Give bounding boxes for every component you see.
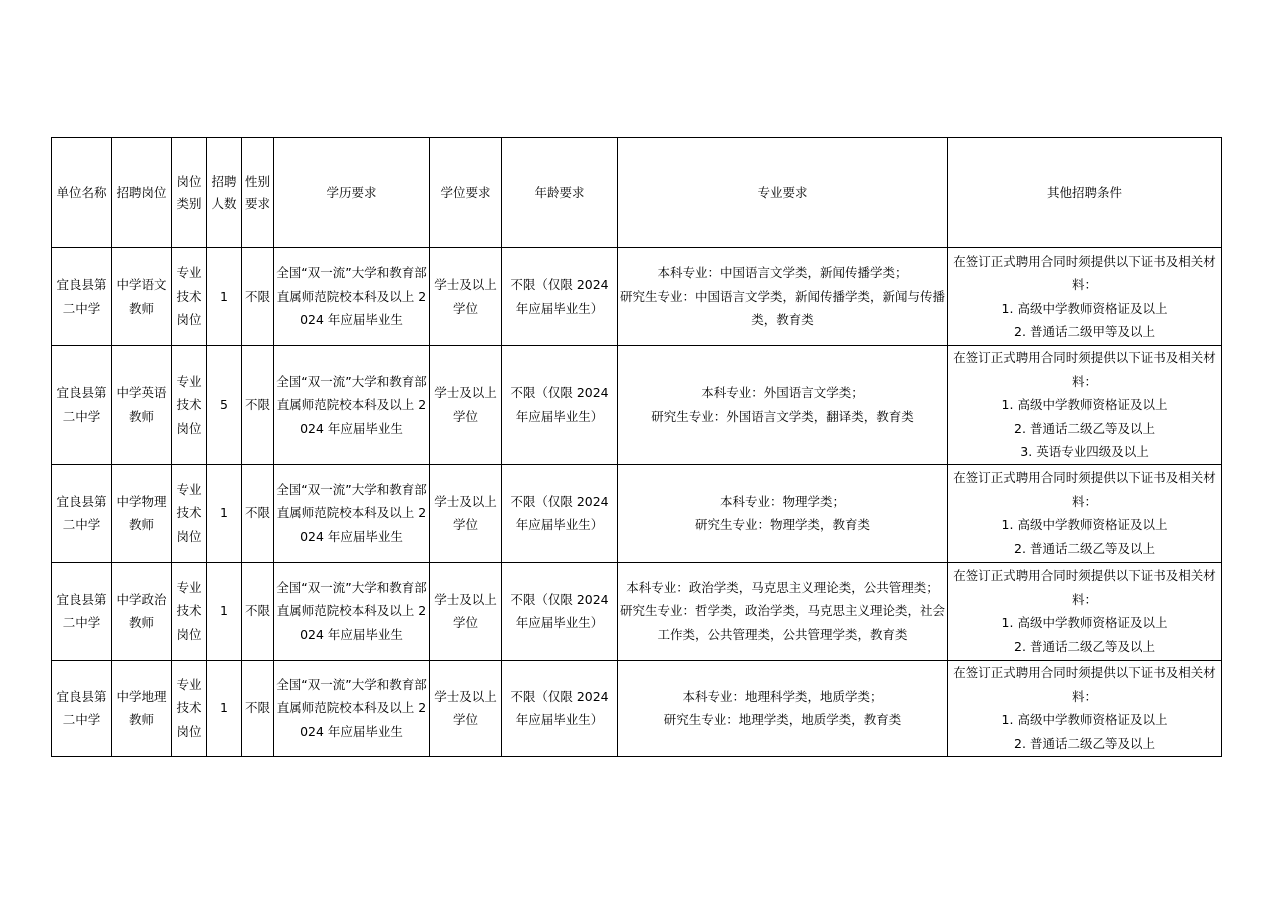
cell-gender: 不限 (242, 464, 274, 562)
other-line: 2. 普通话二级乙等及以上 (1014, 540, 1155, 556)
other-line: 3. 英语专业四级及以上 (1020, 444, 1149, 459)
cell-position: 中学物理教师 (112, 464, 172, 562)
cell-count: 1 (207, 248, 242, 346)
cell-category: 专业技术岗位 (172, 248, 207, 346)
cell-gender: 不限 (242, 660, 274, 756)
cell-education: 全国“双一流”大学和教育部直属师范院校本科及以上 2024 年应届毕业生 (274, 346, 430, 465)
cell-category: 专业技术岗位 (172, 346, 207, 465)
cell-position: 中学英语教师 (112, 346, 172, 465)
cell-degree: 学士及以上学位 (430, 464, 502, 562)
other-line: 1. 高级中学教师资格证及以上 (1001, 517, 1168, 532)
major-line: 研究生专业：外国语言文学类，翻译类，教育类 (651, 408, 914, 424)
cell-other (948, 248, 1222, 346)
cell-degree: 学士及以上学位 (430, 562, 502, 660)
table-row (52, 248, 1222, 346)
cell-degree: 学士及以上学位 (430, 660, 502, 756)
header-age: 年龄要求 (502, 138, 618, 248)
cell-unit: 宜良县第二中学 (52, 660, 112, 756)
cell-degree: 学士及以上学位 (430, 346, 502, 465)
other-line: 2. 普通话二级乙等及以上 (1014, 735, 1155, 751)
header-degree: 学位要求 (430, 138, 502, 248)
table-row (52, 660, 1222, 756)
other-line: 2. 普通话二级甲等及以上 (1014, 324, 1155, 339)
other-line: 1. 高级中学教师资格证及以上 (1001, 712, 1168, 727)
header-position: 招聘岗位 (112, 138, 172, 248)
cell-age: 不限（仅限 2024 年应届毕业生） (502, 562, 618, 660)
cell-other (948, 464, 1222, 562)
cell-other (948, 660, 1222, 756)
major-line: 本科专业：地理科学类，地质学类； (682, 688, 883, 704)
cell-education: 全国“双一流”大学和教育部直属师范院校本科及以上 2024 年应届毕业生 (274, 562, 430, 660)
cell-major (618, 346, 948, 465)
cell-unit: 宜良县第二中学 (52, 464, 112, 562)
cell-gender: 不限 (242, 346, 274, 465)
cell-count: 5 (207, 346, 242, 465)
other-line: 1. 高级中学教师资格证及以上 (1001, 397, 1168, 412)
other-line: 在签订正式聘用合同时须提供以下证书及相关材料： (953, 470, 1216, 509)
table-body (52, 248, 1222, 757)
cell-degree: 学士及以上学位 (430, 248, 502, 346)
recruitment-table (51, 137, 1222, 757)
other-line: 在签订正式聘用合同时须提供以下证书及相关材料： (953, 665, 1216, 704)
cell-major (618, 464, 948, 562)
cell-position: 中学语文教师 (112, 248, 172, 346)
major-line: 研究生专业：物理学类，教育类 (694, 517, 870, 532)
header-other: 其他招聘条件 (948, 138, 1222, 248)
major-line: 研究生专业：中国语言文学类，新闻传播学类，新闻与传播类，教育类 (619, 288, 945, 328)
other-line: 在签订正式聘用合同时须提供以下证书及相关材料： (953, 568, 1216, 607)
table-row (52, 346, 1222, 465)
other-line: 2. 普通话二级乙等及以上 (1014, 638, 1155, 654)
cell-major (618, 248, 948, 346)
major-line: 本科专业：物理学类； (719, 493, 845, 509)
header-count: 招聘人数 (207, 138, 242, 248)
cell-unit: 宜良县第二中学 (52, 346, 112, 465)
major-line: 研究生专业：地理学类，地质学类，教育类 (663, 712, 902, 727)
header-row (52, 138, 1222, 248)
table-row (52, 464, 1222, 562)
cell-education: 全国“双一流”大学和教育部直属师范院校本科及以上 2024 年应届毕业生 (274, 464, 430, 562)
cell-age: 不限（仅限 2024 年应届毕业生） (502, 248, 618, 346)
cell-gender: 不限 (242, 562, 274, 660)
major-line: 本科专业：外国语言文学类； (701, 385, 864, 401)
major-line: 本科专业：中国语言文学类，新闻传播学类； (657, 265, 908, 281)
cell-age: 不限（仅限 2024 年应届毕业生） (502, 464, 618, 562)
cell-count: 1 (207, 660, 242, 756)
other-line: 在签订正式聘用合同时须提供以下证书及相关材料： (953, 253, 1216, 292)
cell-education: 全国“双一流”大学和教育部直属师范院校本科及以上 2024 年应届毕业生 (274, 660, 430, 756)
header-category: 岗位类别 (172, 138, 207, 248)
cell-age: 不限（仅限 2024 年应届毕业生） (502, 660, 618, 756)
cell-count: 1 (207, 562, 242, 660)
table-row (52, 562, 1222, 660)
major-line: 本科专业：政治学类，马克思主义理论类，公共管理类； (626, 579, 939, 595)
major-line: 研究生专业：哲学类，政治学类，马克思主义理论类，社会工作类，公共管理类，公共管理学类，教育类 (619, 603, 945, 642)
cell-category: 专业技术岗位 (172, 464, 207, 562)
header-education: 学历要求 (274, 138, 430, 248)
cell-position: 中学地理教师 (112, 660, 172, 756)
cell-major (618, 562, 948, 660)
cell-age: 不限（仅限 2024 年应届毕业生） (502, 346, 618, 465)
cell-unit: 宜良县第二中学 (52, 248, 112, 346)
other-line: 在签订正式聘用合同时须提供以下证书及相关材料： (953, 350, 1216, 389)
cell-category: 专业技术岗位 (172, 660, 207, 756)
cell-other (948, 562, 1222, 660)
cell-major (618, 660, 948, 756)
cell-unit: 宜良县第二中学 (52, 562, 112, 660)
cell-position: 中学政治教师 (112, 562, 172, 660)
other-line: 1. 高级中学教师资格证及以上 (1001, 615, 1168, 630)
header-unit: 单位名称 (52, 138, 112, 248)
other-line: 1. 高级中学教师资格证及以上 (1001, 300, 1168, 316)
header-gender: 性别要求 (242, 138, 274, 248)
cell-education: 全国“双一流”大学和教育部直属师范院校本科及以上 2024 年应届毕业生 (274, 248, 430, 346)
cell-gender: 不限 (242, 248, 274, 346)
cell-other (948, 346, 1222, 465)
other-line: 2. 普通话二级乙等及以上 (1014, 420, 1155, 436)
header-major: 专业要求 (618, 138, 948, 248)
cell-count: 1 (207, 464, 242, 562)
cell-category: 专业技术岗位 (172, 562, 207, 660)
